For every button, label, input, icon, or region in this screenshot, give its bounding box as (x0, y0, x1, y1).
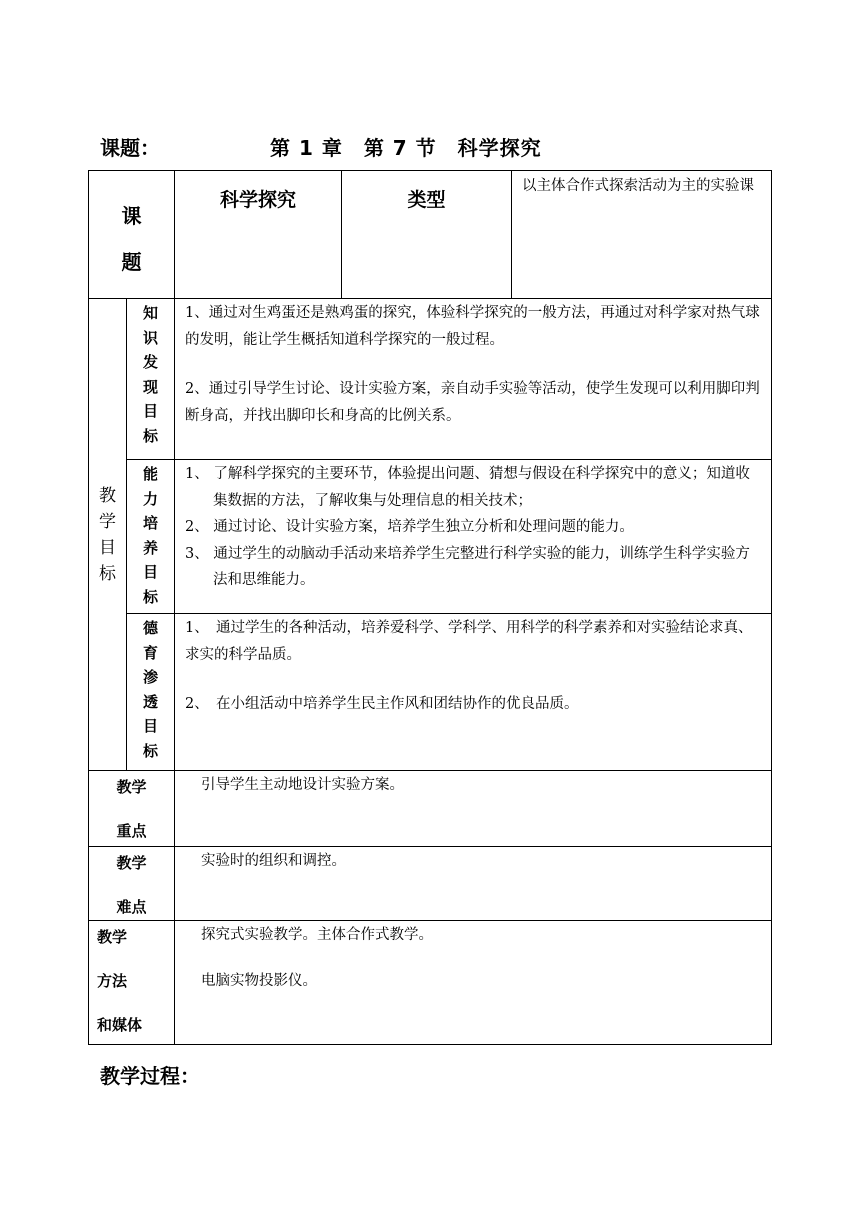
key-point-value-cell (175, 771, 772, 847)
ability-label-char: 目 (142, 563, 158, 581)
ability-item: 1、 了解科学探究的主要环节，体验提出问题、猜想与假设在科学探究中的意义；知道收集数据的方法，了解收集与处理信息的相关技术； (185, 466, 750, 509)
difficulty-label-top: 教学 (116, 854, 147, 872)
ability-item: 3、 通过学生的动脑动手活动来培养学生完整进行科学实验的能力，训练学生科学实验方法和思维能力。 (185, 545, 750, 588)
moral-label-char: 德 (142, 619, 158, 637)
lesson-heading (0, 128, 860, 164)
key-point-value: 引导学生主动地设计实验方案。 (201, 777, 404, 793)
knowledge-label-char: 知 (142, 304, 158, 322)
ability-content-cell (175, 460, 772, 614)
type-label-cell (342, 171, 512, 299)
topic-value-cell (175, 171, 342, 299)
ability-label-cell (127, 460, 175, 614)
key-point-row (89, 771, 772, 847)
knowledge-item: 2、通过引导学生讨论、设计实验方案，亲自动手实验等活动，使学生发现可以利用脚印判断身高，并找出脚印长和身高的比例关系。 (185, 381, 760, 424)
objectives-header-char: 标 (99, 563, 116, 584)
moral-content-cell (175, 614, 772, 771)
method-row (89, 921, 772, 1045)
method-label-line: 教学 (97, 928, 128, 946)
moral-label-char: 育 (142, 643, 158, 662)
difficulty-label-bottom: 难点 (116, 898, 147, 916)
key-point-label-top: 教学 (116, 778, 147, 796)
method-value-cell (175, 921, 772, 1045)
objectives-header-char: 目 (99, 537, 116, 558)
moral-label-char: 渗 (142, 668, 158, 686)
method-value: 探究式实验教学。主体合作式教学。 (201, 927, 433, 943)
type-value-cell (512, 171, 772, 299)
key-point-label-cell (89, 771, 175, 847)
media-value: 电脑实物投影仪。 (201, 973, 317, 989)
topic-header-char: 题 (121, 249, 142, 274)
heading-label: 课题： (100, 136, 160, 160)
method-label-cell (89, 921, 175, 1045)
knowledge-label-cell (127, 299, 175, 460)
knowledge-label-char: 目 (142, 402, 158, 420)
moral-item: 2、 在小组活动中培养学生民主作风和团结协作的优良品质。 (185, 696, 579, 712)
moral-item: 1、 通过学生的各种活动，培养爱科学、学科学、用科学的科学素养和对实验结论求真、求实的科学品质。 (185, 620, 753, 663)
knowledge-item: 1、通过对生鸡蛋还是熟鸡蛋的探究，体验科学探究的一般方法，再通过对科学家对热气球的发明，能让学生概括知道科学探究的一般过程。 (185, 305, 760, 348)
moral-label-cell (127, 614, 175, 771)
lesson-plan-table (88, 170, 772, 1045)
moral-label-char: 透 (142, 692, 158, 711)
knowledge-label-char: 发 (142, 353, 158, 371)
knowledge-content-cell (175, 299, 772, 460)
topic-row (89, 171, 772, 299)
knowledge-row (89, 299, 772, 460)
moral-row (89, 614, 772, 771)
ability-row (89, 460, 772, 614)
difficulty-label-cell (89, 847, 175, 921)
objectives-header-cell (89, 299, 127, 771)
topic-value: 科学探究 (219, 189, 296, 211)
knowledge-label-char: 现 (142, 377, 158, 396)
topic-header-cell (89, 171, 175, 299)
moral-label-char: 目 (142, 717, 158, 735)
difficulty-value-cell (175, 847, 772, 921)
method-label-line: 方法 (97, 972, 128, 990)
key-point-label-bottom: 重点 (116, 822, 147, 840)
teaching-process-heading: 教学过程： (100, 1064, 200, 1088)
method-label-line: 和媒体 (97, 1016, 143, 1034)
ability-label-char: 力 (142, 489, 158, 508)
ability-label-char: 能 (142, 465, 158, 483)
type-value: 以主体合作式探索活动为主的实验课 (522, 178, 754, 194)
type-label: 类型 (407, 189, 446, 211)
knowledge-label-char: 标 (142, 426, 158, 445)
moral-label-char: 标 (142, 741, 158, 760)
difficulty-value: 实验时的组织和调控。 (201, 853, 346, 869)
ability-item: 2、 通过讨论、设计实验方案，培养学生独立分析和处理问题的能力。 (185, 519, 634, 535)
topic-header-char: 课 (121, 203, 142, 228)
ability-label-char: 培 (142, 514, 158, 532)
ability-label-char: 养 (142, 538, 158, 557)
knowledge-label-char: 识 (142, 328, 158, 347)
objectives-header-char: 教 (99, 485, 116, 506)
lesson-title: 第 1 章 第 7 节 科学探究 (270, 136, 542, 160)
objectives-header-char: 学 (99, 511, 116, 532)
ability-label-char: 标 (142, 587, 158, 606)
difficulty-row (89, 847, 772, 921)
